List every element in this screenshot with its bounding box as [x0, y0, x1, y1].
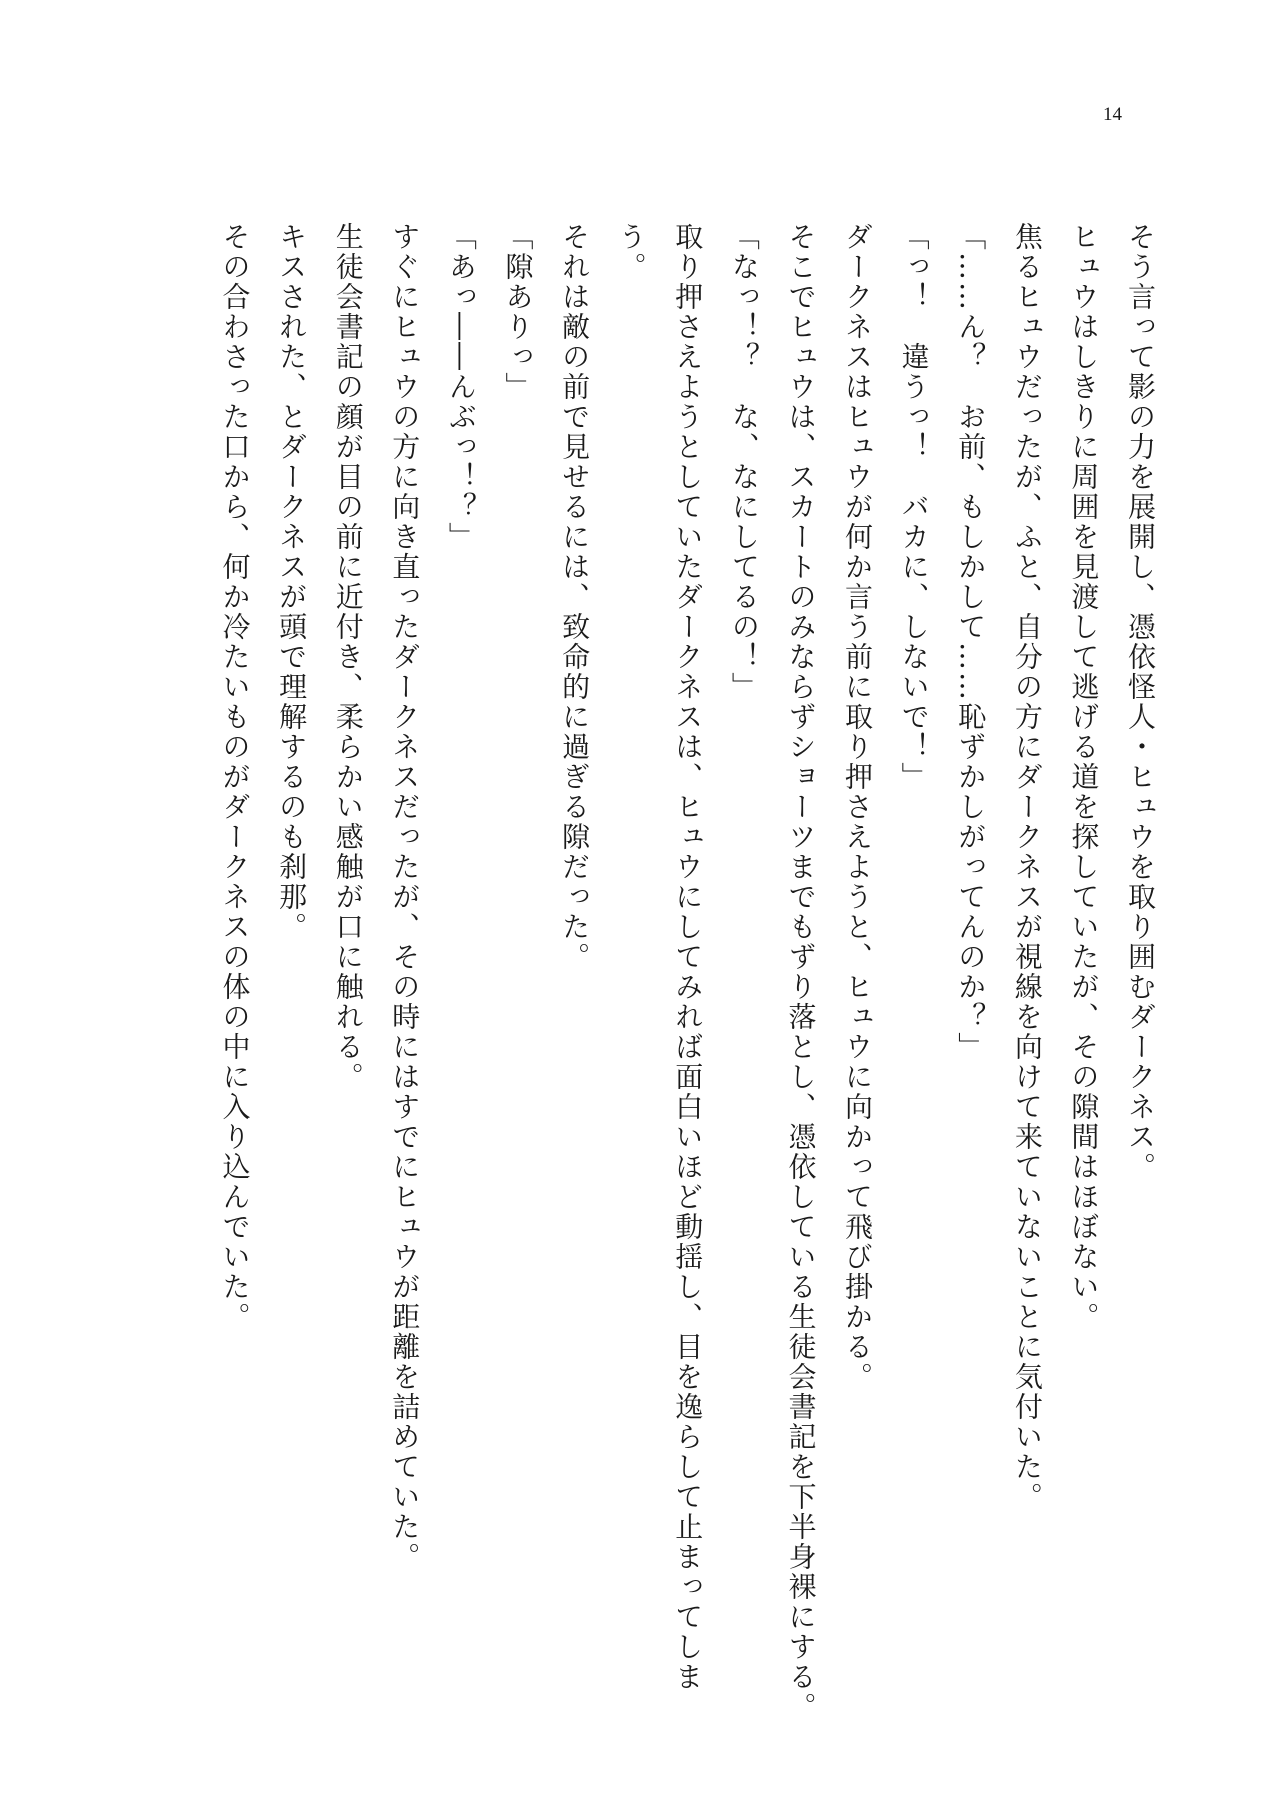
text-line: それは敵の前で見せるには、致命的に過ぎる隙だった。: [558, 222, 592, 972]
text-line: 「っ！ 違うっ！ バカに、しないで！」: [897, 222, 931, 792]
text-line: 「あっ――んぶっ！？」: [444, 222, 478, 552]
page-number: 14: [1103, 104, 1122, 125]
text-line: そう言って影の力を展開し、憑依怪人・ヒュウを取り囲むダークネス。: [1124, 222, 1157, 1182]
text-line: う。: [614, 222, 648, 282]
text-line: キスされた、とダークネスが頭で理解するのも刹那。: [275, 222, 309, 942]
text-line: 「隙ありっ」: [501, 222, 535, 402]
text-line: 取り押さえようとしていたダークネスは、ヒュウにしてみれば面白いほど動揺し、目を逸らして止まってしま: [671, 222, 705, 1692]
text-line: そこでヒュウは、スカートのみならずショーツまでもずり落とし、憑依している生徒会書記を下半身裸にする。: [784, 222, 818, 1722]
body-text: [206, 222, 1168, 1722]
text-line: ヒュウはしきりに周囲を見渡して逃げる道を探していたが、その隙間はほぼない。: [1067, 222, 1101, 1332]
text-line: 焦るヒュウだったが、ふと、自分の方にダークネスが視線を向けて来ていないことに気付いた。: [1010, 222, 1044, 1512]
text-line: すぐにヒュウの方に向き直ったダークネスだったが、その時にはすでにヒュウが距離を詰めていた。: [388, 222, 422, 1572]
text-line: ダークネスはヒュウが何か言う前に取り押さえようと、ヒュウに向かって飛び掛かる。: [841, 222, 875, 1392]
text-line: 「なっ！？ な、なにしてるの！」: [727, 222, 761, 702]
text-line: 生徒会書記の顔が目の前に近付き、柔らかい感触が口に触れる。: [331, 222, 365, 1092]
text-line: 「……ん？ お前、もしかして……恥ずかしがってんのか？」: [954, 222, 988, 1062]
text-line: その合わさった口から、何か冷たいものがダークネスの体の中に入り込んでいた。: [218, 222, 252, 1332]
